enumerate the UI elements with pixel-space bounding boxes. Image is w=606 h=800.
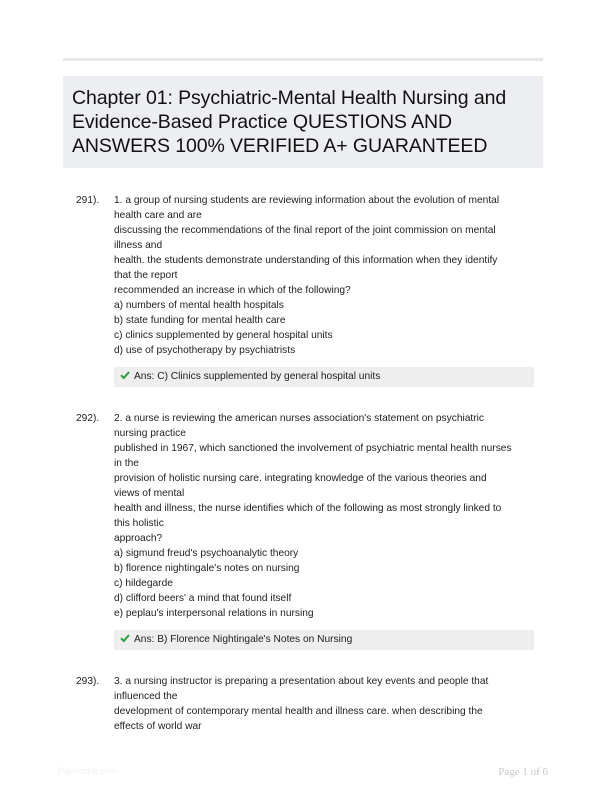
question-291 <box>76 193 536 358</box>
question-line: illness and <box>114 240 163 251</box>
question-line: published in 1967, which sanctioned the involvement of psychiatric mental health nurses <box>114 443 512 454</box>
option-a: a) numbers of mental health hospitals <box>114 300 284 311</box>
answer-text: Ans: C) Clinics supplemented by general hospital units <box>134 371 381 382</box>
option-b: b) florence nightingale's notes on nursing <box>114 563 300 574</box>
question-body <box>114 193 524 358</box>
question-line: recommended an increase in which of the following? <box>114 285 351 296</box>
question-line: approach? <box>114 533 163 544</box>
question-line: health care and are <box>114 210 202 221</box>
option-c: c) clinics supplemented by general hospital units <box>114 330 333 341</box>
option-d: d) clifford beers' a mind that found itself <box>114 593 292 604</box>
page-title: Chapter 01: Psychiatric-Mental Health Nursing and Evidence-Based Practice QUESTIONS AND ANSWERS 100% VERIFIED A+ GUARANTEED <box>72 87 507 157</box>
option-c: c) hildegarde <box>114 578 173 589</box>
question-line: that the report <box>114 270 178 281</box>
top-divider <box>63 58 543 61</box>
watermark: Papertrbe.com <box>58 766 118 776</box>
question-line: discussing the recommendations of the final report of the joint commission on mental <box>114 225 496 236</box>
question-line: 2. a nurse is reviewing the american nurses association's statement on psychiatric <box>114 413 485 424</box>
check-icon <box>120 370 130 380</box>
question-line: influenced the <box>114 691 178 702</box>
question-number: 293). <box>76 676 100 687</box>
question-number: 292). <box>76 413 100 424</box>
option-a: a) sigmund freud's psychoanalytic theory <box>114 548 299 559</box>
option-b: b) state funding for mental health care <box>114 315 286 326</box>
question-line: views of mental <box>114 488 185 499</box>
question-line: development of contemporary mental health and illness care. when describing the <box>114 706 483 717</box>
answer-text: Ans: B) Florence Nightingale's Notes on Nursing <box>134 634 353 645</box>
question-line: 1. a group of nursing students are reviewing information about the evolution of mental <box>114 195 500 206</box>
question-line: this holistic <box>114 518 164 529</box>
answer-box-292 <box>114 630 534 650</box>
question-line: effects of world war <box>114 721 202 732</box>
check-icon <box>120 633 130 643</box>
page-indicator: Page 1 of 6 <box>498 766 548 778</box>
question-line: in the <box>114 458 139 469</box>
answer-box-291 <box>114 367 534 387</box>
question-line: 3. a nursing instructor is preparing a presentation about key events and people that <box>114 676 489 687</box>
question-line: nursing practice <box>114 428 186 439</box>
question-body <box>114 411 524 621</box>
question-line: health. the students demonstrate understanding of this information when they identify <box>114 255 498 266</box>
question-292 <box>76 411 536 621</box>
question-line: health and illness, the nurse identifies which of the following as most strongly linked to <box>114 503 502 514</box>
question-body <box>114 674 524 734</box>
title-banner <box>63 76 543 168</box>
option-e: e) peplau's interpersonal relations in nursing <box>114 608 314 619</box>
question-number: 291). <box>76 195 100 206</box>
question-line: provision of holistic nursing care. integrating knowledge of the various theories and <box>114 473 487 484</box>
question-293 <box>76 674 536 734</box>
option-d: d) use of psychotherapy by psychiatrists <box>114 345 296 356</box>
